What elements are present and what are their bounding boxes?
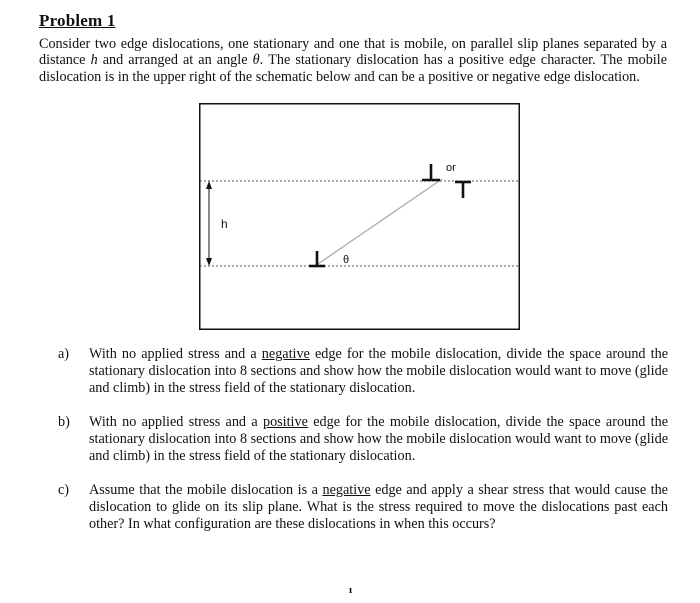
question-text-post: edge for the mobile dislocation, divide the space around the stationary dislocation into 8 sections and show how the mobile dislocation would want to move (glide and climb) in the stress field of the stationary dislocation. (89, 346, 668, 396)
footer-mark: ı (349, 584, 353, 596)
mobile-negative-dislocation (455, 182, 471, 198)
question-c (58, 482, 668, 533)
label-or: or (446, 162, 456, 174)
question-text-pre: With no applied stress and a (89, 346, 262, 362)
intro-variable-h: h (90, 52, 98, 69)
label-h: h (221, 217, 228, 231)
distance-arrow-down (206, 258, 212, 266)
intro-variable-theta: θ (252, 52, 260, 69)
distance-arrow-up (206, 181, 212, 189)
question-letter: b) (58, 414, 70, 430)
schematic-frame (200, 104, 520, 330)
question-letter: c) (58, 482, 70, 498)
question-b (58, 414, 668, 465)
question-text (89, 414, 668, 465)
intro-text-3: . The stationary dislocation has a positive edge character. The mobile dislocation is in the upper right of the schematic below and can be a positive or negative edge dislocation. (39, 52, 667, 85)
question-text-post: edge and apply a shear stress that would cause the dislocation to glide on its slip plane. What is the stress required to move the dislocations past each other? In what configuration are these dislocations in when this occurs? (89, 482, 668, 532)
intro-text-1: Consider two edge dislocations, one stationary and one that is mobile, on parallel slip planes separated by a distance (39, 36, 667, 69)
problem-title: Problem 1 (39, 11, 116, 30)
problem-intro (39, 36, 667, 85)
angle-connector-line (315, 179, 442, 266)
question-text-post: edge for the mobile dislocation, divide the space around the stationary dislocation into 8 sections and show how the mobile dislocation would want to move (glide and climb) in the stress field of the stationary dislocation. (89, 414, 668, 464)
intro-text-2: and arranged at an angle (97, 52, 253, 69)
question-text-pre: Assume that the mobile dislocation is a (89, 482, 323, 498)
question-text-pre: With no applied stress and a (89, 414, 263, 430)
question-letter: a) (58, 346, 70, 362)
stationary-positive-dislocation (309, 251, 325, 266)
mobile-positive-dislocation (422, 164, 440, 180)
question-text (89, 482, 668, 533)
question-emphasis: negative (261, 346, 310, 362)
question-emphasis: positive (262, 414, 308, 430)
question-a (58, 346, 668, 397)
schematic-svg (199, 103, 520, 330)
dislocation-schematic (199, 103, 520, 330)
label-theta: θ (343, 254, 350, 266)
question-emphasis: negative (322, 482, 371, 498)
question-list (58, 346, 668, 550)
question-text (89, 346, 668, 397)
